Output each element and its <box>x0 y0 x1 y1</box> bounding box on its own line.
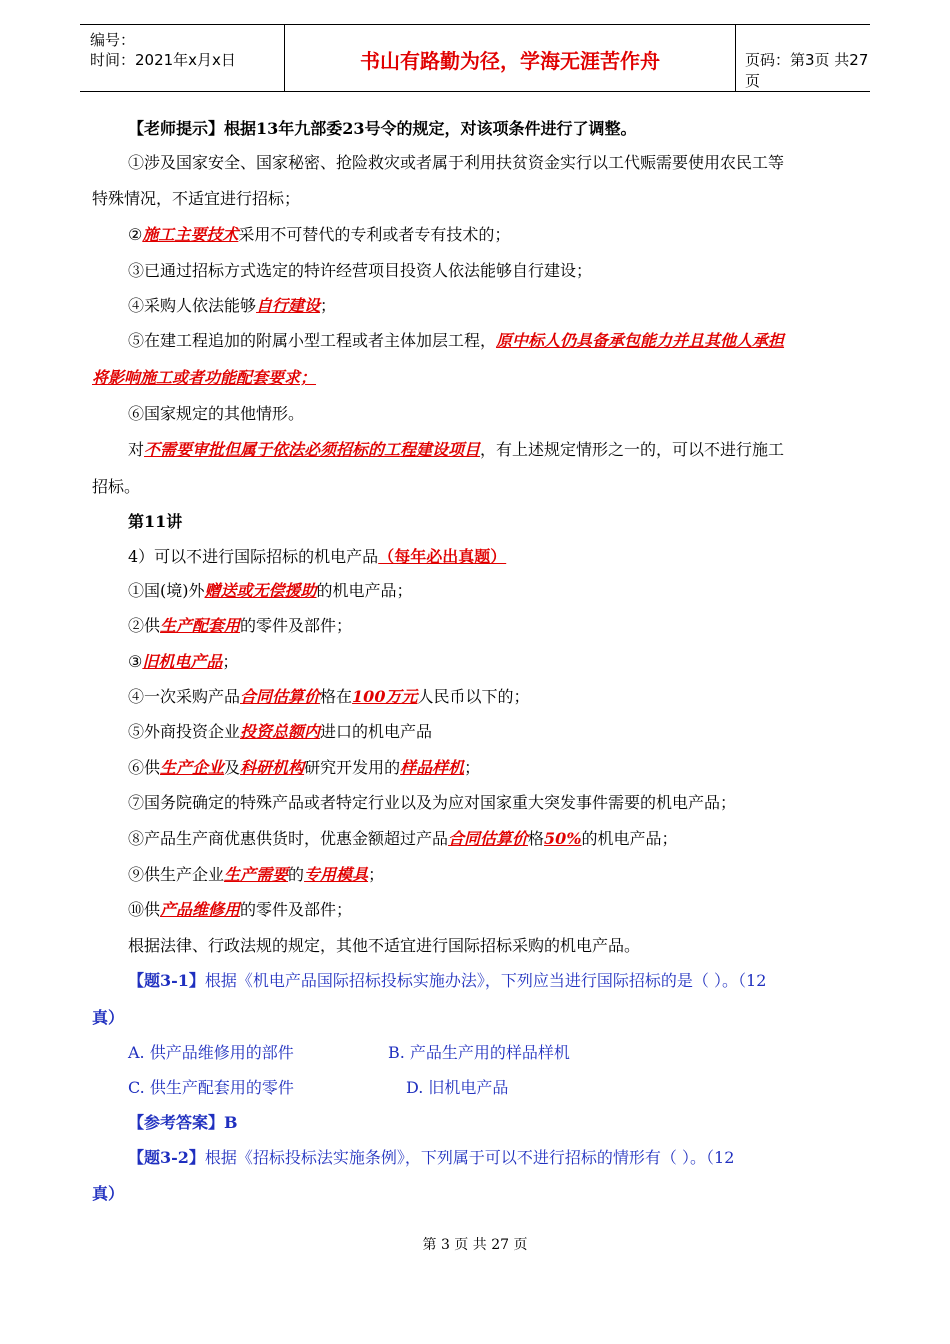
reference-answer-label: 【参考答案】 <box>128 1113 225 1132</box>
option-b[interactable]: B. 产品生产用的样品样机 <box>388 1043 570 1062</box>
item-2-prefix: ②供 <box>128 616 161 635</box>
item-8-prefix: ⑧产品生产商优惠供货时，优惠金额超过产品 <box>128 829 449 848</box>
item-9-highlight-2: 专用模具 <box>304 865 369 884</box>
doc-time-label: 时间：2021年x月x日 <box>90 51 236 69</box>
item-8-mid: 格 <box>528 829 545 848</box>
item-10-prefix: ⑩供 <box>128 900 161 919</box>
item-2-text: 的零件及部件； <box>240 616 353 635</box>
condition-3: ③已通过招标方式选定的特许经营项目投资人依法能够自行建设； <box>128 261 593 280</box>
item-9-suffix: ； <box>368 865 385 884</box>
item-2-highlight: 生产配套用 <box>160 616 241 635</box>
question-3-2-label: 【题3-2】 <box>128 1148 205 1167</box>
question-3-2 <box>128 1147 734 1169</box>
item-8-highlight-1: 合同估算价 <box>448 829 529 848</box>
teacher-tip-text: 根据13年九部委23号令的规定，对该项条件进行了调整。 <box>224 119 637 138</box>
condition-4-suffix: ； <box>320 296 337 315</box>
item-10-highlight: 产品维修用 <box>160 900 241 919</box>
item-1-highlight: 赠送或无偿援助 <box>204 581 317 600</box>
teacher-tip-label: 【老师提示】 <box>128 119 225 138</box>
item-9-highlight-1: 生产需要 <box>224 865 289 884</box>
question-3-1-label: 【题3-1】 <box>128 971 205 990</box>
item-8-highlight-2: 50% <box>544 829 582 848</box>
item-9-prefix: ⑨供生产企业 <box>128 865 225 884</box>
page-header <box>80 24 870 92</box>
section-4-title: 4）可以不进行国际招标的机电产品 <box>128 547 379 566</box>
item-2 <box>128 615 352 637</box>
item-6 <box>128 757 480 779</box>
header-page-cell <box>735 25 870 91</box>
item-1 <box>128 580 413 602</box>
doc-number-label: 编号： <box>90 31 136 49</box>
condition-1-line-1: ①涉及国家安全、国家秘密、抢险救灾或者属于利用扶贫资金实行以工代赈需要使用农民工等 <box>128 153 785 172</box>
section-4-note: （每年必出真题） <box>378 547 507 566</box>
condition-5-highlight-1: 原中标人仍具备承包能力并且其他人承担 <box>496 331 785 350</box>
item-3 <box>128 651 238 673</box>
item-9 <box>128 864 384 886</box>
question-3-2-text: 根据《招标投标法实施条例》，下列属于可以不进行招标的情形有（ ）。（12 <box>204 1148 735 1167</box>
question-3-2-tail: 真） <box>92 1184 125 1203</box>
condition-4 <box>128 295 336 317</box>
condition-2-text: 采用不可替代的专利或者专有技术的； <box>238 225 511 244</box>
condition-7-prefix: 对 <box>128 440 145 459</box>
item-9-mid: 的 <box>288 865 305 884</box>
item-4 <box>128 686 529 708</box>
item-5 <box>128 721 432 743</box>
option-c[interactable]: C. 供生产配套用的零件 <box>128 1078 294 1097</box>
item-4-mid: 格在 <box>320 687 353 706</box>
item-4-prefix: ④一次采购产品 <box>128 687 241 706</box>
option-a[interactable]: A. 供产品维修用的部件 <box>128 1043 294 1062</box>
item-4-text: 人民币以下的； <box>417 687 530 706</box>
condition-2-prefix: ② <box>128 225 143 244</box>
item-4-highlight-1: 合同估算价 <box>240 687 321 706</box>
item-8 <box>128 828 678 850</box>
condition-6: ⑥国家规定的其他情形。 <box>128 404 305 423</box>
item-7: ⑦国务院确定的特殊产品或者特定行业以及为应对国家重大突发事件需要的机电产品； <box>128 793 737 812</box>
item-6-prefix: ⑥供 <box>128 758 161 777</box>
header-page-number: 页码：第3页 共27页 <box>745 51 869 90</box>
item-3-highlight: 旧机电产品 <box>142 652 223 671</box>
item-10 <box>128 899 352 921</box>
item-6-highlight-1: 生产企业 <box>160 758 225 777</box>
condition-1-line-2: 特殊情况，不适宜进行招标； <box>92 189 301 208</box>
header-meta-cell <box>80 25 284 91</box>
condition-7-text: ，有上述规定情形之一的，可以不进行施工 <box>480 440 785 459</box>
condition-4-text: ④采购人依法能够 <box>128 296 257 315</box>
condition-5-text: ⑤在建工程追加的附属小型工程或者主体加层工程， <box>128 331 497 350</box>
teacher-tip <box>128 118 637 140</box>
item-4-highlight-2: 100万元 <box>352 687 418 706</box>
item-6-highlight-2: 科研机构 <box>240 758 305 777</box>
condition-7-line-2: 招标。 <box>92 477 141 496</box>
item-3-suffix: ； <box>222 652 239 671</box>
item-6-highlight-3: 样品样机 <box>400 758 465 777</box>
item-5-highlight: 投资总额内 <box>240 722 321 741</box>
lecture-heading: 第11讲 <box>128 512 183 531</box>
condition-7-line-1 <box>128 439 784 461</box>
item-6-mid-2: 研究开发用的 <box>304 758 401 777</box>
item-8-text: 的机电产品； <box>581 829 678 848</box>
question-3-1 <box>128 970 766 992</box>
page-footer: 第 3 页 共 27 页 <box>422 1237 528 1253</box>
item-3-prefix: ③ <box>128 652 143 671</box>
header-motto: 书山有路勤为径，学海无涯苦作舟 <box>360 49 660 73</box>
reference-answer-value: B <box>224 1113 238 1132</box>
law-clause: 根据法律、行政法规的规定，其他不适宜进行国际招标采购的机电产品。 <box>128 936 641 955</box>
item-10-text: 的零件及部件； <box>240 900 353 919</box>
item-5-text: 进口的机电产品 <box>320 722 433 741</box>
condition-4-highlight: 自行建设 <box>256 296 321 315</box>
condition-7-highlight: 不需要审批但属于依法必须招标的工程建设项目 <box>144 440 481 459</box>
question-3-1-tail: 真） <box>92 1008 125 1027</box>
item-1-text: 的机电产品； <box>316 581 413 600</box>
reference-answer <box>128 1112 238 1134</box>
item-1-prefix: ①国(境)外 <box>128 581 205 600</box>
condition-5-line-1 <box>128 330 784 352</box>
question-3-1-text: 根据《机电产品国际招标投标实施办法》，下列应当进行国际招标的是（ ）。（12 <box>204 971 767 990</box>
item-6-mid-1: 及 <box>224 758 241 777</box>
header-motto-cell <box>284 25 736 91</box>
condition-2 <box>128 224 510 246</box>
condition-5-highlight-2: 将影响施工或者功能配套要求； <box>92 368 317 387</box>
condition-5-line-2 <box>92 367 316 389</box>
item-5-prefix: ⑤外商投资企业 <box>128 722 241 741</box>
condition-2-highlight: 施工主要技术 <box>142 225 239 244</box>
option-d[interactable]: D. 旧机电产品 <box>406 1078 509 1097</box>
section-4-heading <box>128 546 506 568</box>
item-6-suffix: ； <box>464 758 481 777</box>
